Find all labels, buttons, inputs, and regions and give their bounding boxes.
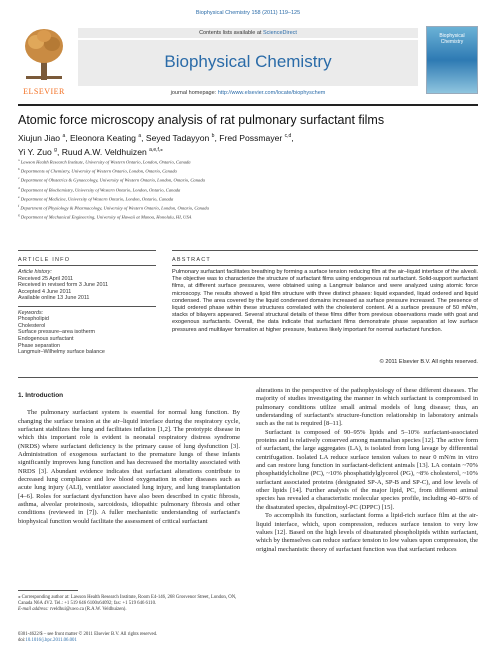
author-name: Ruud A.W. Veldhuizen bbox=[61, 146, 147, 157]
header-divider bbox=[18, 104, 478, 106]
affiliation-item bbox=[18, 157, 478, 166]
journal-header bbox=[18, 22, 478, 102]
footnote-rule bbox=[18, 590, 78, 591]
abstract-rule-mid bbox=[172, 265, 478, 266]
article-info bbox=[18, 269, 156, 356]
body-right-column bbox=[256, 387, 478, 554]
affiliation-marker: c bbox=[18, 176, 20, 181]
article-info-heading: ARTICLE INFO bbox=[18, 257, 71, 263]
journal-cover-image bbox=[426, 26, 478, 94]
keyword: Cholesterol bbox=[18, 322, 46, 329]
journal-reference: Biophysical Chemistry 158 (2011) 119–125 bbox=[195, 10, 301, 16]
elsevier-logo bbox=[18, 22, 70, 98]
doi-prefix: doi: bbox=[18, 638, 26, 643]
info-rule-top bbox=[18, 250, 156, 251]
affiliation-text: Lawson Health Research Institute, University of Western Ontario, London, Ontario, Canada bbox=[19, 159, 191, 165]
affiliations bbox=[18, 157, 478, 222]
intro-paragraph-2: alterations in the perspective of the pathophysiology of these different diseases. The majority of studies investigating the manner in which surfactant is compromised in pulmonary conditions utilize small animal models of lung disease; thus, an understanding of surfactant's structure-function relationship in laboratory animals such as the rat is required [8–11]. bbox=[256, 387, 478, 428]
affiliation-marker: f bbox=[18, 204, 20, 209]
abstract-text: Pulmonary surfactant facilitates breathing by forming a surface tension reducing film at the air–liquid interface of the alveoli. The objective was to characterize the structure of surfactant films using endogenous rat surfactant. Solid-support surfactant films, at different surface pressures, were obtained using a Langmuir balance and were analyzed using atomic force microscopy. The results showed a lipid film structure with three distinct phases: liquid expanded, liquid ordered and liquid condensed. The area covered by the liquid condensed domains increased as surface pressure increased. The presence of liquid ordered phase within these structures correlated with the cholesterol content. At a surface pressure of 50 mN/m, stacks of bilayers appeared. Several structural details of these films differ from previous observations made with goat and exogenous surfactants. Overall, the data indicate that surfactant films demonstrate phase separation at low surface pressures and multilayer formation at higher pressure, features likely important for normal surfactant function. bbox=[172, 269, 478, 333]
author-name: Xiujun Jiao bbox=[18, 132, 61, 143]
journal-title-box bbox=[78, 40, 418, 86]
cover-label: Biophysical Chemistry bbox=[439, 33, 465, 45]
info-rule-mid bbox=[18, 265, 156, 266]
author-affiliation-marker: a bbox=[138, 133, 142, 139]
author-affiliation-marker: c,d bbox=[284, 133, 292, 139]
author-name: Eleonora Keating bbox=[70, 132, 136, 143]
affiliation-item bbox=[18, 212, 478, 221]
author-name: Yi Y. Zuo bbox=[18, 146, 52, 157]
author-affiliation-marker: g bbox=[54, 146, 57, 153]
article-title: Atomic force microscopy analysis of rat pulmonary surfactant films bbox=[18, 113, 385, 127]
history-date: Received in revised form 3 June 2011 bbox=[18, 282, 109, 289]
author-name: Fred Possmayer bbox=[219, 132, 283, 143]
doi-block bbox=[18, 632, 238, 644]
author-affiliation-marker: a bbox=[62, 133, 66, 139]
affiliation-marker: a bbox=[18, 158, 20, 162]
sciencedirect-link[interactable]: ScienceDirect bbox=[262, 30, 297, 36]
footnote-star: ⁎ bbox=[18, 595, 21, 600]
keyword: Phospholipid bbox=[18, 316, 49, 323]
author-list bbox=[18, 130, 478, 158]
keywords-rule bbox=[18, 306, 156, 307]
affiliation-text: Department of Biochemistry, University of Western Ontario, London, Ontario, Canada bbox=[19, 187, 181, 193]
corresponding-author-footnote bbox=[18, 595, 238, 613]
journal-title[interactable]: Biophysical Chemistry bbox=[164, 52, 332, 71]
affiliation-marker: g bbox=[18, 213, 20, 218]
email-address[interactable]: rveldhui@uwo.ca (R.A.W. Veldhuizen). bbox=[49, 607, 127, 612]
doi-link[interactable]: 10.1016/j.bpc.2011.06.001 bbox=[25, 638, 77, 643]
author-affiliation-marker: b bbox=[211, 133, 215, 139]
abstract-heading: ABSTRACT bbox=[172, 257, 211, 263]
body-left-column bbox=[18, 392, 240, 526]
contents-bar bbox=[78, 28, 418, 38]
section-heading-introduction: 1. Introduction bbox=[18, 392, 64, 399]
author-name: Seyed Tadayyon bbox=[145, 132, 210, 143]
affiliation-text: Departments of Chemistry, University of Western Ontario, London, Ontario, Canada bbox=[19, 168, 177, 174]
footnote-text: Corresponding author at: Lawson Health Research Institute, Room E4-146, 268 Grosvenor Street, London, ON, Canada N6A 4V2. Tel.: +1 519 646 6100x64092; fax: +1 519 646 6110. bbox=[18, 595, 237, 606]
contents-prefix: Contents lists available at bbox=[199, 30, 263, 36]
intro-paragraph-3: Surfactant is composed of 90–95% lipids and 5–10% surfactant-associated proteins and is relatively conserved among mammalian species [12]. The active form of surfactant, the large aggregates (LA), is isolated from lung lavage by differential centrifugation. Isolated LA reduce surface tension values to near 0 mN/m in vitro and can restore lung function in surfactant-deficient animals [13]. LA contain ~70% phosphatidylcholine (PC), ~10% phosphatidylglycerol (PG), ~8% cholesterol, ~10% surfactant associated proteins (designated SP-A, SP-B and SP-C), and low levels of other lipids [14]. Further analysis of the major lipid, PC, from different animal species has revealed a characteristic molecular species profile, including 40–60% of the disaturated species, dipalmitoyl-PC (DPPC) [15]. bbox=[256, 428, 478, 511]
author-affiliation-marker: a,e,f,⁎ bbox=[149, 146, 163, 153]
affiliation-item bbox=[18, 185, 478, 194]
affiliation-item bbox=[18, 194, 478, 203]
authors-line-2: Yi Y. Zuo $^g$, Ruud A.W. Veldhuizen $^{a,e,f,⁎}$ bbox=[18, 146, 163, 157]
tree-logo-icon bbox=[22, 26, 66, 82]
keyword: Phase separation bbox=[18, 342, 60, 349]
issn-line: 0301-4622/$ – see front matter © 2011 Elsevier B.V. All rights reserved. bbox=[18, 632, 158, 637]
keyword: Endogenous surfactant bbox=[18, 335, 74, 342]
abstract-rule-bottom bbox=[18, 377, 478, 378]
email-label: E-mail address: bbox=[18, 607, 49, 612]
affiliation-text: Department of Obstetrics & Gynaecology, University of Western Ontario, London, Ontario, Canada bbox=[19, 178, 205, 183]
keyword: Surface pressure–area isotherm bbox=[18, 329, 96, 336]
affiliation-text: Department of Mechanical Engineering, University of Hawaii at Manoa, Honolulu, HI, USA bbox=[19, 214, 192, 220]
history-list bbox=[18, 276, 156, 302]
keywords-list bbox=[18, 316, 156, 356]
journal-homepage bbox=[78, 90, 418, 96]
abstract-rule-top bbox=[172, 250, 478, 251]
homepage-prefix: journal homepage: bbox=[170, 90, 218, 96]
affiliation-item bbox=[18, 203, 478, 212]
affiliation-item bbox=[18, 166, 478, 175]
history-date: Available online 13 June 2011 bbox=[18, 295, 90, 302]
history-date: Accepted 4 June 2011 bbox=[18, 288, 72, 295]
affiliation-item bbox=[18, 175, 478, 184]
affiliation-marker: d bbox=[18, 185, 20, 190]
publisher-logo-text: ELSEVIER bbox=[23, 87, 65, 96]
affiliation-text: Department of Physiology & Pharmacology, University of Western Ontario, London, Ontario, Canada bbox=[19, 205, 209, 211]
affiliation-text: Department of Medicine, University of Western Ontario, London, Ontario, Canada bbox=[19, 196, 174, 202]
intro-paragraph-4: To accomplish its function, surfactant forms a lipid-rich surface film at the air-liquid interface, which, upon compression, reduces surface tension to very low values [12]. Based on the high levels of disaturated phospholipids within surfactant, which by themselves can reduce surface tension to low values upon compression, the original mechanistic theory of surfactant function was that surfactant reduces bbox=[256, 512, 478, 553]
abstract-copyright: © 2011 Elsevier B.V. All rights reserved. bbox=[379, 359, 478, 365]
history-date: Received 25 April 2011 bbox=[18, 275, 74, 282]
history-label: Article history: bbox=[18, 269, 52, 275]
keyword: Langmuir–Wilhelmy surface balance bbox=[18, 349, 105, 356]
intro-paragraph-1: The pulmonary surfactant system is essential for normal lung function. By changing the surface tension at the air–liquid interface during the respiratory cycle, surfactant stabilizes the lung and facilitates inflation [1,2]. The prototypic disease in which this important role is evident is neonatal respiratory distress syndrome (NRDS) where surfactant deficiency is the primary cause of lung dysfunction [3]. Administration of exogenous surfactant to the premature lungs of these infants significantly improves lung function and has decreased the mortality associated with NRDS [3]. Abundant evidence indicates that surfactant alterations contribute to decreased lung compliance and low blood oxygenation in other diseases such as acute lung injury (ALI), ventilator associated lung injury, and lung transplantation [4–6]. Roles for surfactant dysfunction have also been described in cystic fibrosis, asthma, alveolar proteinosis, sarcoidosis, idiopathic pulmonary fibrosis and other conditions (reviewed in [7]). A fuller mechanistic understanding of surfactant's biophysical function would facilitate the assessment of critical surfactant bbox=[18, 409, 240, 525]
authors-line-1: Xiujun Jiao $^a$, Eleonora Keating $^a$, Seyed Tadayyon $^b$, Fred Possmayer $^{c,d}$, bbox=[18, 132, 294, 143]
affiliation-marker: b bbox=[18, 167, 20, 172]
keywords-label: Keywords: bbox=[18, 309, 44, 316]
affiliation-marker: e bbox=[18, 194, 20, 199]
homepage-link[interactable]: http://www.elsevier.com/locate/biophyschem bbox=[217, 90, 326, 96]
